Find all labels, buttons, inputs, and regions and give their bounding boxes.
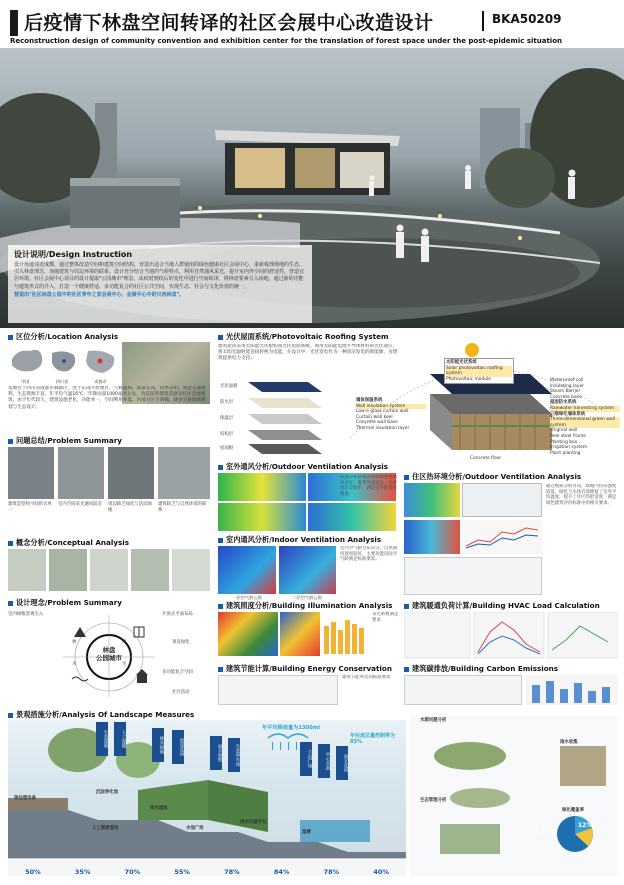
map-label-city: 成都市 [94, 379, 107, 384]
concept-right-label-3: 多功能复合空间 [162, 670, 193, 675]
section-marker-icon [8, 601, 13, 606]
pv-layer-labels [220, 384, 250, 452]
pv-callout-2: Solar photovoltaic roofing system [446, 366, 512, 377]
landscape-label-9: 雨水花园 [336, 746, 348, 780]
living-env-section-title: 住区热环境分析/Outdoor Ventilation Analysis [404, 472, 581, 482]
carbon-chart [526, 675, 618, 705]
carbon-section-title: 建筑碳排放/Building Carbon Emissions [404, 664, 558, 674]
pv-callout-13: Reel steel frame [550, 433, 586, 439]
zone-label-1: 预处理设备 [14, 796, 36, 801]
pv-callout-3: Photovoltaic module [446, 376, 491, 382]
indoor-vent-caption-2: 二层空气龄云图 [292, 595, 322, 600]
china-map-icon [12, 350, 42, 372]
landscape-section-diagram [8, 720, 406, 872]
zone-label-2: 沉淀净化池 [96, 790, 118, 795]
conceptual-section-title: 概念分析/Conceptual Analysis [8, 538, 129, 548]
section-marker-icon [218, 604, 223, 609]
pv-callout-19: Low-e glass curtain wall [356, 409, 409, 415]
landscape-label-7: 下沉广场 [300, 742, 312, 776]
section-marker-icon [8, 335, 13, 340]
outdoor-vent-map-1 [218, 473, 306, 501]
landscape-label-1: 生态湿地 [96, 722, 108, 756]
problem-caption-1: 建筑造型和空间形式单一 [8, 502, 52, 513]
pie-label-2: 12% [578, 822, 593, 829]
concept-left-label-4: 田 [122, 640, 127, 645]
sun-icon [465, 343, 479, 357]
runoff-label: 年径流总量控制率为85% [350, 733, 396, 745]
pv-layer-label-1: 光伏面板 [220, 384, 238, 389]
poster-subtitle: Reconstruction design of community convention and exhibition center for the translation of forest space under the post-epidemic situation [10, 37, 562, 45]
design-instruction-box [8, 245, 312, 323]
water-icon [72, 677, 88, 681]
living-env-table-2 [404, 557, 542, 595]
problem-caption-3: 周边缺乏绿化与活动场地 [108, 502, 152, 513]
concept-center-label: 林盘 公园城市 [96, 646, 122, 662]
pv-callout-right [550, 378, 620, 456]
rain-collection-label: 雨水收集 [560, 740, 578, 745]
pv-callout-5: Insulating layer [550, 383, 584, 389]
landscape-stats-strip [8, 858, 406, 876]
section-marker-icon [8, 541, 13, 546]
section-marker-icon [404, 604, 409, 609]
pv-callout-6: Steam barrier [550, 389, 581, 395]
landscape-terrain [8, 720, 406, 872]
pv-callout-11: Three-dimensional green wall system [550, 417, 620, 428]
energy-table [218, 675, 338, 705]
house-icon [136, 669, 148, 683]
pie-label-1: 35% [540, 828, 557, 836]
problem-photo-3 [108, 447, 154, 499]
pv-callout-12: Original wall [550, 428, 578, 434]
landscape-label-5: 雨水收集 [210, 736, 222, 770]
design-instruction-body: 设计场地邻近成都，通过整体改造空间和建筑空间结构，营造出适合当地人群使用的绿色健康社区会展中心，重新梳理场地的生态，引入林盘理念，加强建筑与周边环境的联系。设计充分结合当地的气候特点，利用自然通风采光，提升室内外空间的舒适性，营造宜居环境。社区会展中心项目的设计提取"公园城市"理念，从疫时到疫后的变化中进行空间转译，将林盘要素引入场地，通过新的功能与建筑形式的介入，打造一个健康舒适、多功能复合的社区公共空间，实现生态、社会与文化价值的统一。 [14, 262, 305, 290]
title-accent-bar [10, 10, 18, 36]
pv-callout-15: Irrigation system [550, 445, 588, 451]
pv-callout-10: 三维绿化墙体系统 [550, 411, 586, 417]
concept-right-label-2: 垂直绿化 [172, 640, 190, 645]
design-instruction-highlight: 营造出"社区林盘公园中的社区青年之家会展中心，会展中心中的川西林盘"。 [14, 291, 185, 298]
pv-callout-7: Concrete base [550, 394, 582, 400]
zone-label-5: 水池广场 [186, 826, 204, 831]
section-marker-icon [218, 335, 223, 340]
pv-layer-label-2: 防水层 [220, 400, 234, 405]
pv-callout-left [356, 398, 426, 432]
pv-callout-17: 墙体保温系统 [356, 398, 383, 403]
concept-section-title: 设计理念/Problem Summary [8, 598, 122, 608]
problem-photo-4 [158, 447, 210, 499]
outdoor-vent-section-title: 室外通风分析/Outdoor Ventilation Analysis [218, 462, 388, 472]
illumination-bar-chart [322, 612, 370, 656]
pv-text: 建筑屋顶采用太阳能光伏板构成光伏屋面系统。利用太阳能电池半导体材料的光伏效应，将太阳光辐射能直接转换为电能。在设计中，光伏发电作为一种清洁发电的新能源，为建筑提供电力支持。 [218, 344, 398, 362]
pv-callout-16: Plant planting [550, 450, 581, 456]
problem-caption-2: 室内空间采光通风较差 [58, 502, 102, 507]
map-label-china: 中国 [21, 379, 30, 384]
energy-notes: 建筑节能率达到标准要求 [342, 675, 391, 680]
section-marker-icon [218, 465, 223, 470]
section-marker-icon [404, 475, 409, 480]
map-label-province: 四川省 [55, 379, 69, 384]
hvac-section-title: 建筑暖通负荷计算/Building HVAC Load Calculation [404, 601, 600, 611]
indoor-vent-caption-1: 一层空气龄云图 [232, 595, 262, 600]
pv-callout-22: Thermal insulation layer [356, 425, 410, 431]
indoor-vent-map-1 [218, 546, 276, 594]
pv-layer-label-5: 屋面板 [220, 446, 234, 451]
pv-callout-23: Concrete floor [470, 456, 502, 461]
design-instruction-title: 设计说明/Design Instruction [14, 250, 133, 259]
landscape-label-3: 林木绿地 [152, 728, 164, 762]
pv-layer-label-4: 结构层 [220, 432, 234, 437]
green-coverage-label: 绿化覆盖率 [562, 808, 584, 813]
living-env-table-1 [462, 483, 542, 517]
zone-label-6: 雨水过滤平台 [240, 820, 267, 825]
illumination-map-1 [218, 612, 278, 656]
landscape-stat-3: 70% [124, 868, 141, 876]
section-marker-icon [218, 538, 223, 543]
pv-callout-top [444, 358, 514, 384]
pv-callout-21: Concrete wall base [356, 420, 398, 426]
project-code: BKA50209 [492, 12, 562, 26]
concept-left-label-1: 室内绿植景观引入 [8, 612, 44, 617]
landscape-label-8: 中心水池 [318, 744, 330, 778]
indoor-vent-map-2 [279, 546, 337, 594]
landscape-stat-5: 78% [224, 868, 240, 876]
landscape-right-graphics [410, 716, 618, 876]
landscape-stat-6: 84% [273, 868, 290, 876]
problem-caption-4: 建筑缺乏与自然环境的联系 [158, 502, 207, 513]
concept-diagram-2 [49, 549, 87, 591]
map-labels [8, 379, 120, 385]
rain-icon [268, 734, 308, 738]
pv-callout-9: Rainwater harvesting system [550, 406, 620, 412]
living-env-map-2 [404, 520, 460, 554]
pv-callout-4: Waterproof coil [550, 378, 584, 383]
outdoor-vent-map-3 [218, 503, 306, 531]
concept-diagram-4 [131, 549, 169, 591]
concept-diagram-3 [90, 549, 128, 591]
pv-layer-label-3: 保温层 [220, 416, 234, 421]
illumination-map-2 [280, 612, 320, 656]
outdoor-vent-notes: 风速分析结果表明场地整体通风良好，夏季风速适宜，冬季风压差较小，满足室外舒适度要求。 [340, 475, 398, 497]
landscape-stat-8: 40% [373, 868, 389, 876]
concept-right-label-4: 社区活动 [172, 690, 190, 695]
section-marker-icon [8, 439, 13, 444]
living-env-map-1 [404, 483, 460, 517]
water-problem-label: 水源问题分析 [420, 718, 447, 723]
title-divider [482, 11, 484, 31]
living-env-notes: 通过模拟分析可知，场地内热岛强度较低，绿化与水体有效降低了室外平均温度，提升了住区热舒适度，满足绿色建筑评价标准中的相关要求。 [546, 484, 617, 506]
landscape-stat-7: 78% [323, 868, 340, 876]
landscape-stat-2: 35% [74, 868, 91, 876]
pv-callout-14: Planting box [550, 439, 578, 445]
poster-title: 后疫情下林盘空间转译的社区会展中心改造设计 [24, 12, 434, 34]
illumination-notes: 采光系数满足要求 [372, 612, 399, 623]
location-section-title: 区位分析/Location Analysis [8, 332, 118, 342]
pv-callout-1: 太阳能光伏系统 [446, 360, 477, 365]
location-maps [8, 343, 120, 379]
zone-label-7: 湿塘 [302, 830, 311, 835]
pv-section-title: 光伏屋面系统/Photovoltaic Roofing System [218, 332, 389, 342]
concept-diagram-5 [172, 549, 210, 591]
concept-left-label-2: 林 [72, 640, 77, 645]
section-marker-icon [218, 667, 223, 672]
landscape-right-panel [410, 716, 618, 876]
carbon-table [404, 675, 522, 705]
landscape-label-4: 屋顶花园 [172, 730, 184, 764]
living-env-chart [462, 520, 542, 554]
indoor-vent-section-title: 室内通风分析/Indoor Ventilation Analysis [218, 535, 381, 545]
rainfall-label: 年平均降雨量为1300ml [262, 725, 320, 731]
section-marker-icon [404, 667, 409, 672]
hvac-charts [404, 612, 618, 660]
pv-callout-20: Curtain wall keel [356, 414, 393, 420]
indoor-vent-notes: 室内空气龄分布均匀，自然通风效果较好，主要功能房间空气龄满足标准要求。 [340, 546, 398, 563]
section-marker-icon [8, 713, 13, 718]
eco-management-label: 生态管理分析 [420, 798, 447, 803]
energy-section-title: 建筑节能计算/Building Energy Conservation [218, 664, 392, 674]
pv-callout-8: 屋面防水系统 [550, 400, 577, 406]
concept-left-label-3: 水 [72, 662, 77, 667]
forest-icon [74, 627, 86, 637]
pv-callout-18: Wall insulation system [356, 404, 426, 410]
living-env-line-chart [462, 520, 542, 554]
landscape-stat-1: 50% [25, 868, 41, 876]
concept-right-label-1: 开放式平面布局 [162, 612, 193, 617]
concept-diagram-1 [8, 549, 46, 591]
conceptual-diagrams [8, 549, 210, 591]
illumination-section-title: 建筑照度分析/Building Illumination Analysis [218, 601, 392, 611]
landscape-label-6: 生态停车场 [228, 738, 240, 772]
problem-photo-1 [8, 447, 54, 499]
problem-photo-2 [58, 447, 104, 499]
location-text: 基地位于四川省成都市郫都区，处于东部平原地区，气候温和，雨量充沛，四季分明。周边交通便利，生态资源丰富，年平均气温16℃，年降雨量1000毫米左右。改造前的建筑是原有社区会展建筑，由于年代较久，建筑设施老化，功能单一，空间利用率低，内部分区不明确，缺少交通流线规划与生态设计。 [8, 386, 206, 410]
problem-section-title: 问题总结/Problem Summary [8, 436, 122, 446]
zone-label-4: 雨水湿地 [150, 806, 168, 811]
zone-label-3: 人工潜流湿地 [92, 826, 119, 831]
landscape-label-2: 人工湿地 [114, 722, 126, 756]
landscape-stat-4: 55% [174, 868, 190, 876]
landscape-section-title: 景观措施分析/Analysis Of Landscape Measures [8, 710, 194, 720]
indoor-vent-maps [218, 546, 336, 594]
concept-left-label-5: 宅 [122, 662, 127, 667]
